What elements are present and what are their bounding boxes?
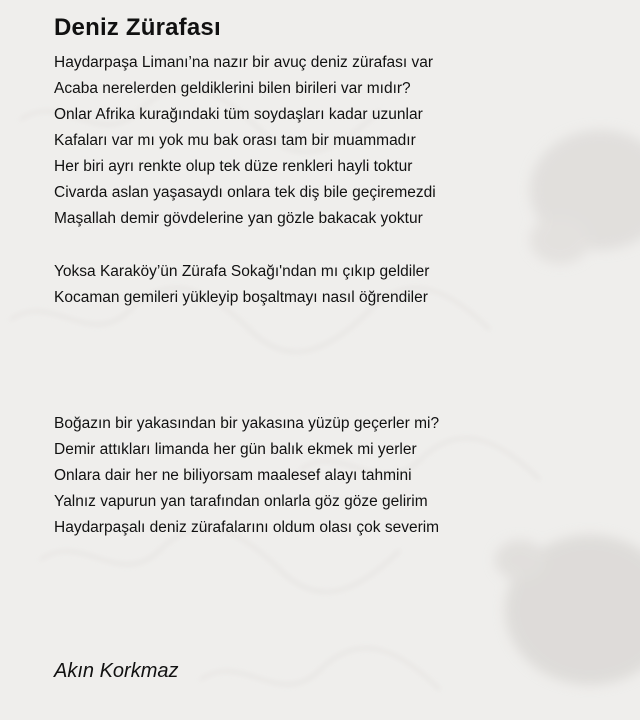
- poem-author: Akın Korkmaz: [54, 660, 179, 682]
- poem-page: [54, 10, 614, 682]
- poem-line: Yalnız vapurun yan tarafından onlarla göz göze gelirim: [54, 493, 428, 510]
- poem-line: Demir attıkları limanda her gün balık ekmek mi yerler: [54, 441, 417, 458]
- poem-line: Onlar Afrika kurağındaki tüm soydaşları kadar uzunlar: [54, 106, 423, 123]
- poem-line: Haydarpaşalı deniz zürafalarını oldum olası çok severim: [54, 519, 440, 536]
- stanza-2: [54, 259, 429, 311]
- poem-line: Haydarpaşa Limanı’na nazır bir avuç deniz zürafası var: [54, 54, 434, 71]
- poem-title: Deniz Zürafası: [54, 14, 221, 41]
- poem-line: Kafaları var mı yok mu bak orası tam bir muammadır: [54, 132, 416, 149]
- poem-line: Yoksa Karaköy’ün Zürafa Sokağı'ndan mı çıkıp geldiler: [54, 263, 430, 280]
- stanza-1: [54, 50, 436, 232]
- stanza-3: [54, 411, 439, 541]
- poem-line: Her biri ayrı renkte olup tek düze renkleri hayli toktur: [54, 158, 413, 175]
- poem-line: Onlara dair her ne biliyorsam maalesef alayı tahmini: [54, 467, 412, 484]
- poem-line: Acaba nerelerden geldiklerini bilen birileri var mıdır?: [54, 80, 411, 97]
- poem-line: Kocaman gemileri yükleyip boşaltmayı nasıl öğrendiler: [54, 289, 428, 306]
- poem-line: Maşallah demir gövdelerine yan gözle bakacak yoktur: [54, 210, 423, 227]
- poem-line: Boğazın bir yakasından bir yakasına yüzüp geçerler mi?: [54, 415, 440, 432]
- poem-line: Civarda aslan yaşasaydı onlara tek diş bile geçiremezdi: [54, 184, 436, 201]
